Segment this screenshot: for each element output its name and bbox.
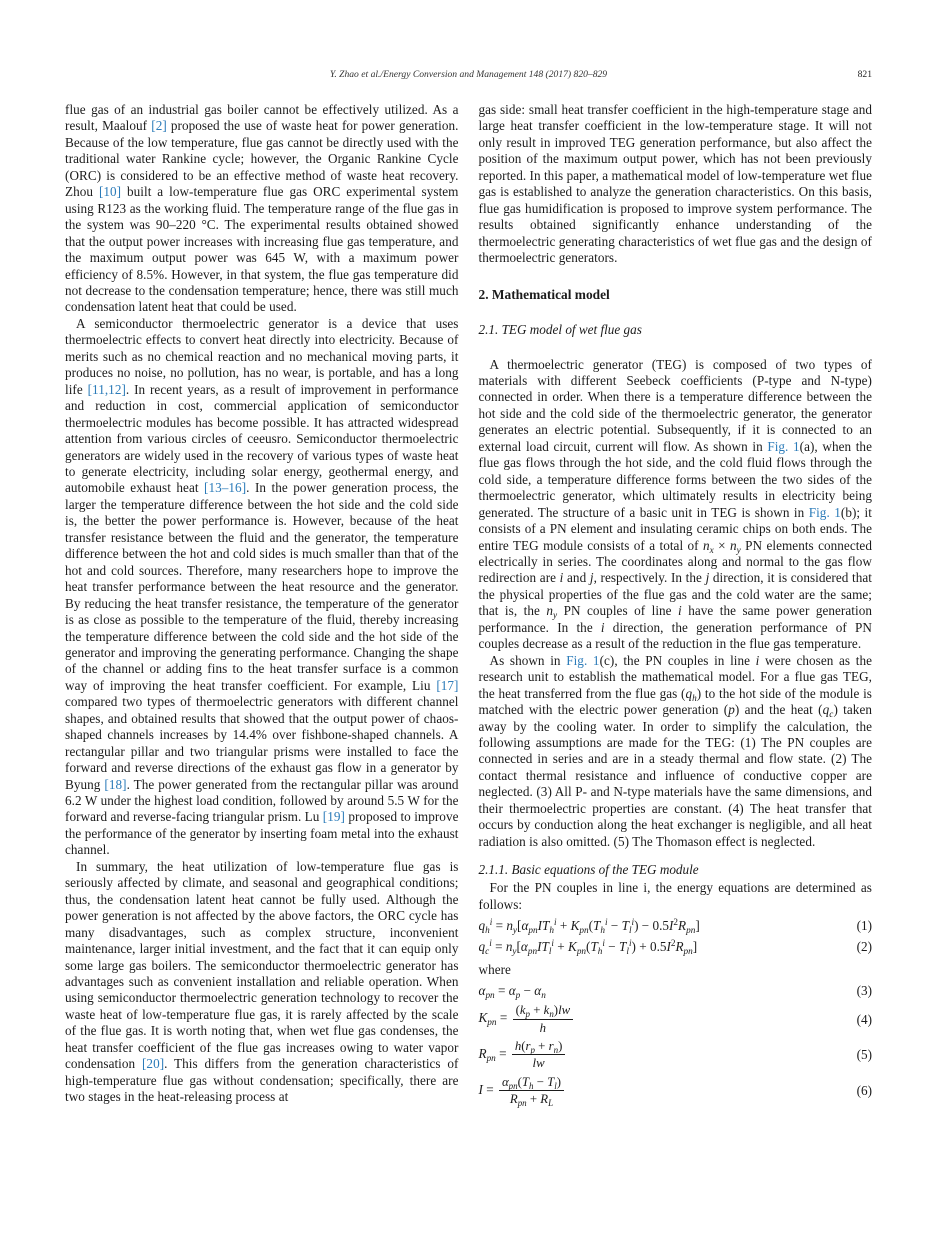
equation xyxy=(479,917,873,934)
citation-link-17[interactable]: [17] xyxy=(436,677,459,693)
italic-variable: j xyxy=(705,570,710,586)
text-run: built a low-temperature flue gas ORC experimental system using R123 as the working fluid. The temperature range of the flue gas in the system was 90–220 °C. The experimental results obtained showed that the output power increases with increasing flue gas temperature, and the maximum output power was 645 W, with a maximum power efficiency of 8.5%. However, in that system, the flue gas temperature did not decrease to the condensation temperature; hence, there was still much condensation latent heat that could be used. xyxy=(65,184,459,315)
figure-link-1c[interactable]: Fig. 1 xyxy=(566,652,600,668)
text-run: (a), when the flue gas flows through the hot side, and the cold fluid flows through the cold side, a temperature difference forms between the two sides of the thermoelectric generator, which ultimately results in electricity being generated. The structure of a basic unit in TEG is shown in xyxy=(478,438,872,520)
italic-variable: i xyxy=(755,652,760,668)
text-run: PN elements connected electrically in series. The coordinates along and normal to the gas flow redirection are xyxy=(478,537,872,586)
italic-variable: i xyxy=(600,619,605,635)
text-run: gas side: small heat transfer coefficient in the high-temperature stage and large heat transfer coefficient in the low-temperature stage. It will not only result in improved TEG generation performance, but also affect the position of the maximum output power, which has not been previously reported. In this paper, a mathematical model of low-temperature wet flue gas is established to analyze the generation characteristics. On this basis, flue gas humidification is proposed to improve system performance. The results obtained significantly enhance understanding of the thermoelectric generating characteristics of wet flue gas and the design of thermoelectric generators. xyxy=(478,102,872,266)
text-run: . In recent years, as a result of improvement in performance and reduction in cost, commercial application of semiconductor thermoelectric modules has become possible. It has attracted widespread attention from various circles of ceeusro. Semiconductor thermoelectric generators are widely used in the recovery of various types of waste heat to generate electricity, including solar energy, geothermal energy, and automobile exhaust heat xyxy=(65,381,459,496)
equation xyxy=(479,1039,873,1071)
paragraph xyxy=(65,316,459,859)
equation-number: (2) xyxy=(856,939,872,955)
text-run: As shown in xyxy=(489,652,567,668)
citation-link-2[interactable]: [2] xyxy=(151,118,167,134)
equation-math: $\alpha_{pn} = \alpha_p - \alpha_n$ xyxy=(478,983,546,1001)
citation-link-20[interactable]: [20] xyxy=(141,1056,165,1072)
equation xyxy=(479,1003,873,1035)
citation-link-10[interactable]: [10] xyxy=(98,184,122,200)
text-run: have the same power generation performance. In the xyxy=(478,603,872,635)
text-run: For the PN couples in line i, the energy equations are determined as follows: xyxy=(478,880,872,912)
italic-variable: i xyxy=(559,570,564,586)
right-column xyxy=(479,102,873,1110)
equation-number: (3) xyxy=(856,983,872,999)
page-number: 821 xyxy=(857,69,872,80)
equation-math: I = $\frac{\alpha_{pn}(T_h - T_l)}{R_{pn} + R_L}$ xyxy=(479,1075,567,1107)
subsection-heading: 2.1. TEG model of wet flue gas xyxy=(478,321,642,337)
text-run: . In the power generation process, the larger the temperature difference between the hot side and the cold side is, the better the power performance is. However, because of the heat transfer resistance between the fluid and the generator, the temperature difference between the hot and cold sides is much smaller than that of the hot and cold sources. Therefore, many researchers hope to improve the heat transfer performance between the heat resource and the generator. By reducing the heat transfer resistance, the temperature of the generator is as close as possible to the temperature of the fluid, thereby increasing the temperature difference between the cold side and the hot side of the generator and improving the generating performance. Changing the shape of the channel or adding fins to the heat transfer surface is a common way of improving the heat transfer coefficient. For example, Liu xyxy=(65,480,459,693)
subsubsection-heading: 2.1.1. Basic equations of the TEG module xyxy=(478,862,699,878)
text-run: A semiconductor thermoelectric generator is a device that uses thermoelectric effects to convert heat directly into electricity. Because of merits such as no chemical reaction and no mechanical moving parts, it produces no noise, no pollution, has no wear, is portable, and has a long life xyxy=(65,315,459,397)
citation-link-18[interactable]: [18] xyxy=(104,776,127,792)
inline-math: $q_h$ xyxy=(685,685,697,703)
text-run: . This differs from the generation characteristics of high-temperature flue gas without condensation; specifically, there are two stages in the heat-releasing process at xyxy=(65,1056,459,1105)
inline-math: $q_c$ xyxy=(822,702,834,719)
citation-link-13-16[interactable]: [13–16] xyxy=(204,480,247,496)
equation-math: $K_{pn}$ = $\frac{(k_p + k_n)lw}{h}$ xyxy=(479,1003,576,1035)
paragraph xyxy=(479,653,873,850)
equation-math: $q_c^i = n_y[\alpha_{pn}IT_l^i + K_{pn}(T_h^i - T_l^i) + 0.5I^2R_{pn}]$ xyxy=(478,938,698,956)
equation-number: (1) xyxy=(856,918,872,934)
text-run: where xyxy=(478,962,511,978)
equation-math: $q_h^i = n_y[\alpha_{pn}IT_h^i + K_{pn}(T_h^i - T_l^i) - 0.5I^2R_{pn}]$ xyxy=(478,917,700,935)
text-run: . The power generated from the rectangular pillar was around 6.2 W under the highest load condition, followed by around 5.5 W for the forward and reverse-facing triangular prism. Lu xyxy=(65,776,459,825)
equation-number: (4) xyxy=(856,1011,872,1027)
text-run: (b); it consists of a PN element and insulating ceramic chips on both ends. The entire TEG module consists of a total of xyxy=(478,504,872,553)
text-run: In summary, the heat utilization of low-temperature flue gas is seriously affected by climate, and seasonal and geographical conditions; thus, the condensation latent heat cannot be fully used. Although the power generation is not affected by the above factors, the ORC cycle has many disadvantages, such as complex structure, inconvenient maintenance, larger initial investment, and the fact that it can equip only some large gas boilers. The semiconductor thermoelectric generator has advantages such as convenient installation and reliable operation. When using semiconductor thermoelectric generation technology to recover the waste heat of low-temperature flue gas, it is rarely affected by the scale of the flue gas. It is worth noting that, when wet flue gas condenses, the heat transfer coefficient of the flue gas increases owing to water vapor condensation xyxy=(65,858,459,1072)
text-run: and xyxy=(563,570,590,586)
left-column xyxy=(65,102,459,1110)
two-column-body xyxy=(65,102,872,1110)
journal-reference: Y. Zhao et al./Energy Conversion and Management 148 (2017) 820–829 xyxy=(329,69,608,80)
italic-variable: j xyxy=(589,570,594,586)
figure-link-1b[interactable]: Fig. 1 xyxy=(808,504,841,520)
text-run: PN couples of line xyxy=(557,603,679,619)
text-run: ) taken away by the cooling water. In order to simplify the calculation, the following assumptions are made for the TEG: (1) The PN couples are connected in series and are in a steady thermal and flow state. (2) The contact thermal resistance and influence of conductive copper are neglected. (3) All P- and N-type materials have the same dimensions, and their thermoelectric properties are constant. (4) The heat transfer that occurs by conduction along the heat exchanger is negligible, and all heat radiation is also omitted. (5) The Thomason effect is neglected. xyxy=(478,702,872,849)
paragraph xyxy=(65,859,459,1106)
text-run: , respectively. In the xyxy=(593,570,706,586)
citation-link-11-12[interactable]: [11,12] xyxy=(87,381,126,397)
text-run: direction, it is considered that the physical properties of the flue gas and the cold water are the same; that is, the xyxy=(478,570,872,619)
italic-variable: i xyxy=(678,603,682,619)
text-run: flue gas of an industrial gas boiler cannot be effectively utilized. As a result, Maalouf xyxy=(65,102,459,134)
paragraph xyxy=(479,880,873,913)
text-run: A thermoelectric generator (TEG) is composed of two types of materials with different Seebeck coefficients (P-type and N-type) connected in order. When there is a temperature difference between the hot side and the cold side of the thermoelectric generator, the generator generates an electric potential. Subsequently, if it is connected to an external load circuit, current will flow. As shown in xyxy=(478,356,872,454)
section-heading: 2. Mathematical model xyxy=(478,286,610,302)
text-run: (c), the PN couples in line xyxy=(599,652,756,668)
text-run: compared two types of thermoelectric generators with different channel shapes, and obtained results that showed that the output power of chaos-shaped channels increases by 14.4% over fishbone-shaped channels. A rectangular pillar and two triangular prisms were installed to face the forward and reverse directions of the exhaust gas flow in a generator by Byung xyxy=(65,694,459,792)
text-run: ) and the heat ( xyxy=(734,702,823,718)
figure-link-1a[interactable]: Fig. 1 xyxy=(767,438,800,454)
paragraph xyxy=(479,962,873,978)
equation xyxy=(479,1075,873,1107)
equation xyxy=(479,938,873,955)
equation-number: (5) xyxy=(856,1047,872,1063)
paragraph xyxy=(479,357,873,653)
text-run: proposed the use of waste heat for power generation. Because of the low temperature, flue gas cannot be directly used with the traditional water Rankine cycle; however, the Organic Rankine Cycle (ORC) is considered to be an effective method of waste heat recovery. Zhou xyxy=(65,118,459,200)
citation-link-19[interactable]: [19] xyxy=(322,809,345,825)
text-run: proposed to improve the performance of the generator by inserting foam metal into the exhaust channel. xyxy=(65,809,459,858)
equation-math: $R_{pn}$ = $\frac{h(r_p + r_n)}{lw}$ xyxy=(479,1039,568,1071)
text-run: ) to the hot side of the module is matched with the electric power generation ( xyxy=(478,685,872,718)
equation xyxy=(479,982,873,999)
equation-number: (6) xyxy=(856,1083,872,1099)
inline-math: $n_y$ xyxy=(546,603,558,621)
running-head xyxy=(65,69,872,83)
paragraph xyxy=(65,102,459,316)
text-run: direction, the generation performance of PN couples decrease as a result of the reduction in the flue gas temperature. xyxy=(478,619,872,652)
paragraph xyxy=(479,102,873,267)
inline-math: $n_x \times n_y$ xyxy=(702,537,741,555)
italic-variable: p xyxy=(728,702,735,718)
text-run: were chosen as the research unit to establish the mathematical model. For a flue gas TEG, the heat transferred from the flue gas ( xyxy=(478,652,872,701)
